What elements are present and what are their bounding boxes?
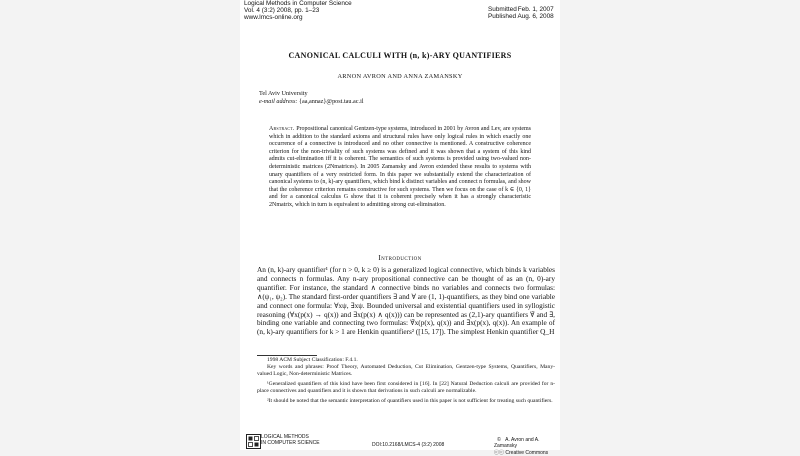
published-label: Published bbox=[488, 13, 517, 21]
page-footer bbox=[240, 431, 560, 456]
footnote-rule bbox=[257, 355, 317, 356]
footer-journal-name bbox=[261, 435, 320, 446]
copyright-icon: © bbox=[497, 437, 501, 443]
submission-dates bbox=[488, 6, 554, 20]
section-heading-introduction: Introduction bbox=[378, 253, 422, 262]
introduction-text: An (n, k)-ary quantifier¹ (for n > 0, k ≥ 0) is a generalized logical connective, which binds k variables and connects n formulas. Any n-ary propositional connective can be thought of as an (n, 0)-ary quantifier. For instance, the standard ∧ connective binds no variables and connects two formulas: ∧(ψ₁, ψ₂). The standard first-order quantifiers ∃ and ∀ are (1, 1)-quantifiers, as they bind one variable and connect one formula: ∀xψ, ∃xψ. Bounded universal and existential quantifiers used in syllogistic reasoning (∀x(p(x) → q(x)) and ∃x(p(x) ∧ q(x))) can be represented as (2,1)-ary quantifiers ∀̄ and ∃̄, binding one variable and connecting two formulas: ∀̄x(p(x), q(x)) and ∃̄x(p(x), q(x)). An example of (n, k)-ary quantifiers for k > 1 are Henkin quantifiers² ([15, 17]). The simplest Henkin quantifier Q_H bbox=[257, 265, 555, 337]
volume-info: Vol. 4 (3:2) 2008, pp. 1–23 bbox=[244, 7, 320, 15]
abstract-label: Abstract. bbox=[269, 126, 295, 132]
footnotes bbox=[257, 357, 555, 404]
abstract-text: Propositional canonical Gentzen-type systems, introduced in 2001 by Avron and Lev, are systems which in addition to the standard axioms and structural rules have only logical rules in which exactly one occurrence of a connective is introduced and no other connective is mentioned. A constructive coherence criterion for the non-triviality of such systems was defined and it was shown that a system of this kind admits cut-elimination iff it is coherent. The semantics of such systems is provided using two-valued non-deterministic matrices (2Nmatrices). In 2005 Zamansky and Avron extended these results to systems with unary quantifiers of a very restricted form. In this paper we substantially extend the characterization of canonical systems to (n, k)-ary quantifiers, which bind k distinct variables and connect n formulas, and show that the coherence criterion remains constructive for such systems. Then we focus on the case of k ∈ {0, 1} and for a canonical calculus G show that it is coherent precisely when it has a strongly characteristic 2Nmatrix, which in turn is equivalent to admitting strong cut-elimination. bbox=[269, 126, 531, 208]
license-text[interactable]: Creative Commons bbox=[505, 449, 549, 456]
abstract bbox=[269, 126, 531, 210]
creative-commons-icon: ⓒⓒ bbox=[494, 449, 505, 456]
footnote-2: ²It should be noted that the semantic interpretation of quantifiers used in this paper is not sufficient for treating such quantifiers. bbox=[267, 397, 553, 404]
paper-page bbox=[240, 0, 560, 456]
published-date: Aug. 6, 2008 bbox=[517, 13, 554, 21]
email-label: e-mail address: bbox=[259, 98, 298, 105]
copyright-holders: A. Avron and A. Zamansky bbox=[494, 437, 540, 450]
acm-classification: 1998 ACM Subject Classification: F.4.1. bbox=[267, 357, 358, 363]
journal-header bbox=[244, 0, 352, 22]
email-address[interactable]: {aa,annaz}@post.tau.ac.il bbox=[298, 98, 364, 105]
journal-name: Logical Methods in Computer Science bbox=[244, 0, 352, 7]
submitted-date: Feb. 1, 2007 bbox=[517, 6, 554, 13]
footer-journal-line-1: LOGICAL METHODS bbox=[261, 434, 309, 440]
footer-journal-line-2: IN COMPUTER SCIENCE bbox=[261, 439, 320, 446]
lmcs-logo-icon bbox=[246, 434, 261, 449]
doi[interactable]: DOI:10.2168/LMCS-4 (3:2) 2008 bbox=[372, 442, 445, 448]
paper-authors: ARNON AVRON AND ANNA ZAMANSKY bbox=[337, 73, 463, 80]
footnote-1: ¹Generalized quantifiers of this kind have been first considered in [16]. In [22] Natural Deduction calculi are provided for n-place connectives and quantifiers and it is shown that derivations in such calculi are normalizable. bbox=[257, 380, 555, 394]
submitted-label: Submitted bbox=[488, 6, 517, 13]
keywords: Key words and phrases: Proof Theory, Automated Deduction, Cut Elimination, Gentzen-type Systems, Quantifiers, Many-valued Logic, Non-deterministic Matrices. bbox=[257, 363, 555, 377]
affiliation-block bbox=[259, 90, 364, 106]
paper-title: CANONICAL CALCULI WITH (n, k)-ARY QUANTIFIERS bbox=[288, 51, 512, 60]
journal-website[interactable]: www.lmcs-online.org bbox=[244, 14, 303, 22]
copyright-block bbox=[494, 437, 560, 456]
affiliation-institution: Tel Aviv University bbox=[259, 90, 308, 97]
